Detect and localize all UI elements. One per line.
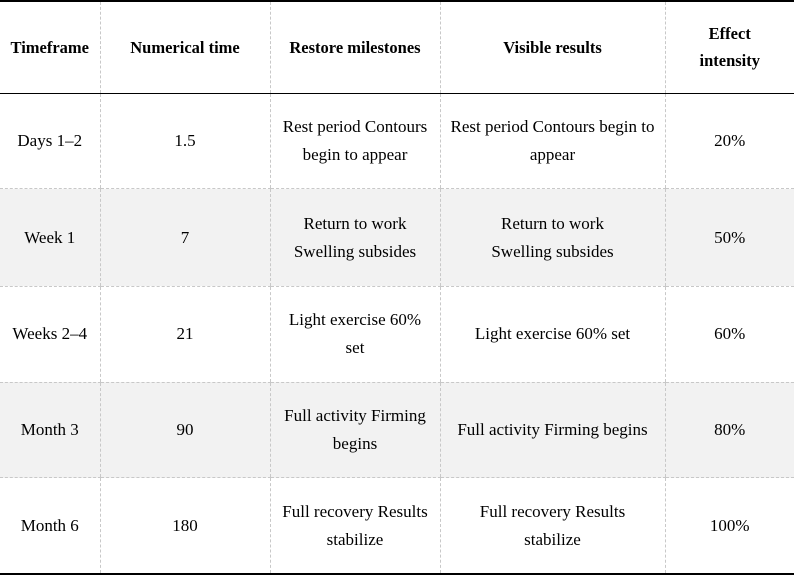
header-numerical-time: Numerical time [100, 1, 270, 93]
cell-numerical-time: 90 [100, 382, 270, 478]
cell-timeframe: Month 3 [0, 382, 100, 478]
cell-effect-intensity: 60% [665, 286, 794, 382]
cell-timeframe: Week 1 [0, 189, 100, 286]
header-timeframe: Timeframe [0, 1, 100, 93]
header-effect-intensity: Effect intensity [665, 1, 794, 93]
cell-numerical-time: 180 [100, 478, 270, 574]
cell-visible-result: Rest period Contours begin to appear [440, 93, 665, 189]
header-row [0, 1, 794, 93]
cell-numerical-time: 1.5 [100, 93, 270, 189]
cell-timeframe: Days 1–2 [0, 93, 100, 189]
cell-visible-result: Return to work Swelling subsides [440, 189, 665, 286]
cell-timeframe: Month 6 [0, 478, 100, 574]
cell-effect-intensity: 100% [665, 478, 794, 574]
cell-visible-result: Light exercise 60% set [440, 286, 665, 382]
cell-numerical-time: 21 [100, 286, 270, 382]
cell-restore-milestone: Return to work Swelling subsides [270, 189, 440, 286]
cell-visible-result: Full recovery Results stabilize [440, 478, 665, 574]
cell-restore-milestone: Full recovery Results stabilize [270, 478, 440, 574]
cell-timeframe: Weeks 2–4 [0, 286, 100, 382]
header-visible-results: Visible results [440, 1, 665, 93]
table-row [0, 382, 794, 478]
table-row [0, 93, 794, 189]
cell-restore-milestone: Light exercise 60% set [270, 286, 440, 382]
header-restore-milestones: Restore milestones [270, 1, 440, 93]
cell-effect-intensity: 20% [665, 93, 794, 189]
cell-restore-milestone: Full activity Firming begins [270, 382, 440, 478]
table-row [0, 478, 794, 574]
table-row [0, 286, 794, 382]
cell-effect-intensity: 50% [665, 189, 794, 286]
cell-restore-milestone: Rest period Contours begin to appear [270, 93, 440, 189]
table-row [0, 189, 794, 286]
cell-effect-intensity: 80% [665, 382, 794, 478]
cell-numerical-time: 7 [100, 189, 270, 286]
cell-visible-result: Full activity Firming begins [440, 382, 665, 478]
